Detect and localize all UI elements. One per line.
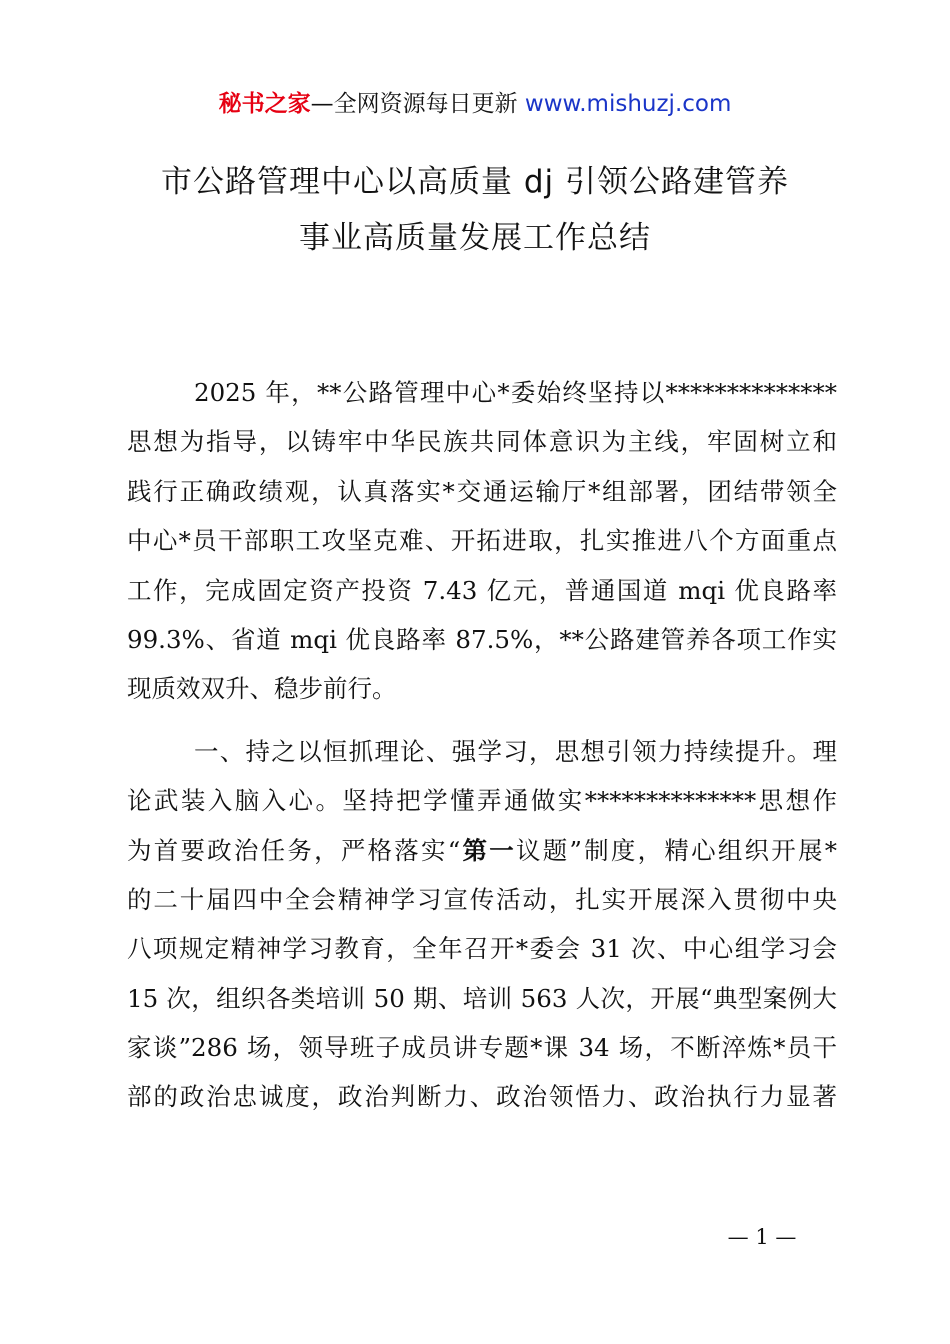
body-line: 论武装入脑入心。坚持把学懂弄通做实**************思想作 (127, 786, 837, 816)
document-title (70, 154, 880, 266)
body-line: 八项规定精神学习教育，全年召开*委会 31 次、中心组学习会 (127, 934, 837, 964)
body-line: 中心*员干部职工攻坚克难、开拓进取，扎实推进八个方面重点 (127, 526, 837, 556)
body-line: 的二十届四中全会精神学习宣传活动，扎实开展深入贯彻中央 (127, 884, 837, 914)
site-header (0, 86, 950, 122)
body-line: 现质效双升、稳步前行。 (127, 674, 397, 704)
body-text-segment: 为首要政治任务，严格落实“ (127, 835, 461, 865)
site-tagline: —全网资源每日更新 (310, 91, 518, 117)
body-line: 思想为指导，以铸牢中华民族共同体意识为主线，牢固树立和 (127, 427, 837, 457)
body-line: 2025 年，**公路管理中心*委始终坚持以************** (194, 378, 837, 407)
body-line: 15 次，组织各类培训 50 期、培训 563 人次，开展“典型案例大 (127, 983, 837, 1013)
body-line: 工作，完成固定资产投资 7.43 亿元，普通国道 mqi 优良路率 (127, 575, 837, 605)
body-line: 家谈”286 场，领导班子成员讲专题*课 34 场，不断淬炼*员干 (127, 1033, 837, 1063)
section-heading-line: 一、持之以恒抓理论、强学习，思想引领力持续提升。理 (194, 736, 837, 766)
title-line-2: 事业高质量发展工作总结 (299, 220, 651, 256)
body-line: 部的政治忠诚度，政治判断力、政治领悟力、政治执行力显著 (127, 1082, 837, 1112)
paragraph-gap (127, 714, 837, 727)
bold-phrase: 第一 (460, 835, 516, 865)
body-line (127, 826, 837, 875)
site-url-link[interactable]: www.mishuzj.com (524, 91, 732, 117)
site-brand: 秘书之家 (218, 91, 311, 117)
body-text-segment: 议题”制度，精心组织开展* (515, 835, 837, 865)
page-number: — 1 — (727, 1225, 797, 1249)
body-line: 99.3%、省道 mqi 优良路率 87.5%，**公路建管养各项工作实 (127, 624, 837, 654)
body-line: 践行正确政绩观，认真落实*交通运输厅*组部署，团结带领全 (127, 476, 837, 506)
document-body (127, 368, 837, 1122)
title-line-1: 市公路管理中心以高质量 dj 引领公路建管养 (161, 164, 789, 200)
